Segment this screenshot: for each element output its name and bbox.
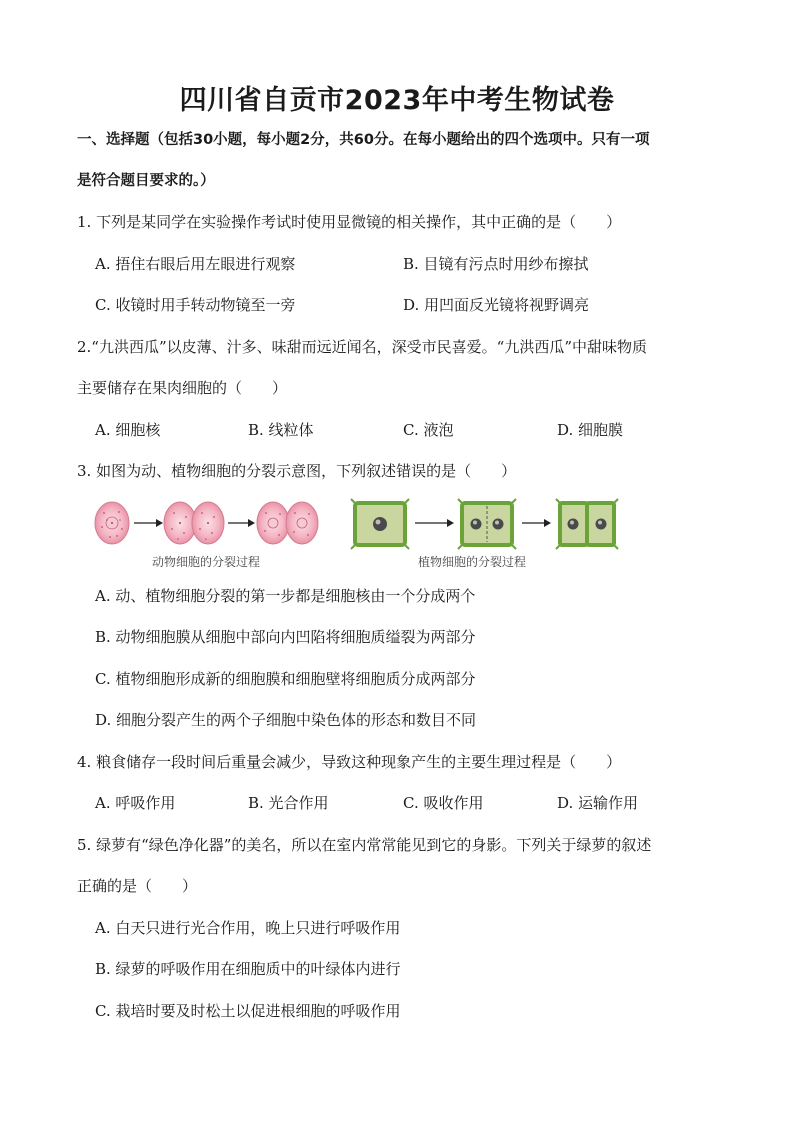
page-title: 四川省自贡市2023年中考生物试卷: [179, 85, 615, 116]
arrow-icon: [522, 519, 551, 527]
arrow-icon: [415, 519, 454, 527]
animal-daughter-cells-icon: [257, 502, 318, 544]
section-instructions: 一、选择题（包括30小题，每小题2分，共60分。在每小题给出的四个选项中。只有一项: [77, 132, 650, 148]
animal-dividing-cell-icon: [164, 502, 224, 544]
q5-option-b: B. 绿萝的呼吸作用在细胞质中的叶绿体内进行: [95, 960, 401, 978]
question-1-stem: 1. 下列是某同学在实验操作考试时使用显微镜的相关操作，其中正确的是（ ）: [77, 213, 622, 231]
arrow-icon: [228, 519, 255, 527]
q2-option-d: D. 细胞膜: [557, 421, 624, 439]
question-2-stem: 2.“九洪西瓜”以皮薄、汁多、味甜而远近闻名，深受市民喜爱。“九洪西瓜”中甜味物质: [77, 338, 647, 356]
q3-option-b: B. 动物细胞膜从细胞中部向内凹陷将细胞质缢裂为两部分: [95, 628, 476, 646]
q1-option-d: D. 用凹面反光镜将视野调亮: [403, 296, 590, 314]
question-5-stem: 5. 绿萝有“绿色净化器”的美名，所以在室内常常能见到它的身影。下列关于绿萝的叙述: [77, 836, 652, 854]
q4-option-d: D. 运输作用: [557, 794, 639, 812]
q2-option-b: B. 线粒体: [248, 421, 314, 439]
plant-cell-icon: [351, 499, 409, 549]
q1-option-b: B. 目镜有污点时用纱布擦拭: [403, 255, 589, 273]
q3-option-c: C. 植物细胞形成新的细胞膜和细胞壁将细胞质分成两部分: [95, 670, 476, 688]
cell-division-figure: [92, 495, 632, 570]
arrow-icon: [134, 519, 163, 527]
plant-daughter-cells-icon: [556, 499, 618, 549]
q5-option-c: C. 栽培时要及时松土以促进根细胞的呼吸作用: [95, 1002, 401, 1020]
q2-option-c: C. 液泡: [403, 421, 454, 439]
animal-cell-icon: [95, 502, 129, 544]
q5-option-a: A. 白天只进行光合作用，晚上只进行呼吸作用: [95, 919, 401, 937]
plant-caption: 植物细胞的分裂过程: [418, 555, 527, 569]
question-5-stem-cont: 正确的是（ ）: [77, 877, 198, 895]
q4-option-b: B. 光合作用: [248, 794, 329, 812]
q3-option-a: A. 动、植物细胞分裂的第一步都是细胞核由一个分成两个: [95, 587, 476, 605]
q1-option-a: A. 捂住右眼后用左眼进行观察: [95, 255, 296, 273]
q4-option-c: C. 吸收作用: [403, 794, 484, 812]
q1-option-c: C. 收镜时用手转动物镜至一旁: [95, 296, 296, 314]
question-2-stem-cont: 主要储存在果肉细胞的（ ）: [77, 379, 288, 397]
question-3-stem: 3. 如图为动、植物细胞的分裂示意图，下列叙述错误的是（ ）: [77, 462, 517, 480]
q2-option-a: A. 细胞核: [95, 421, 161, 439]
animal-caption: 动物细胞的分裂过程: [152, 555, 261, 569]
q4-option-a: A. 呼吸作用: [95, 794, 176, 812]
section-instructions-cont: 是符合题目要求的。）: [77, 173, 215, 189]
plant-dividing-cell-icon: [458, 499, 516, 549]
q3-option-d: D. 细胞分裂产生的两个子细胞中染色体的形态和数目不同: [95, 711, 477, 729]
question-4-stem: 4. 粮食储存一段时间后重量会减少，导致这种现象产生的主要生理过程是（ ）: [77, 753, 622, 771]
